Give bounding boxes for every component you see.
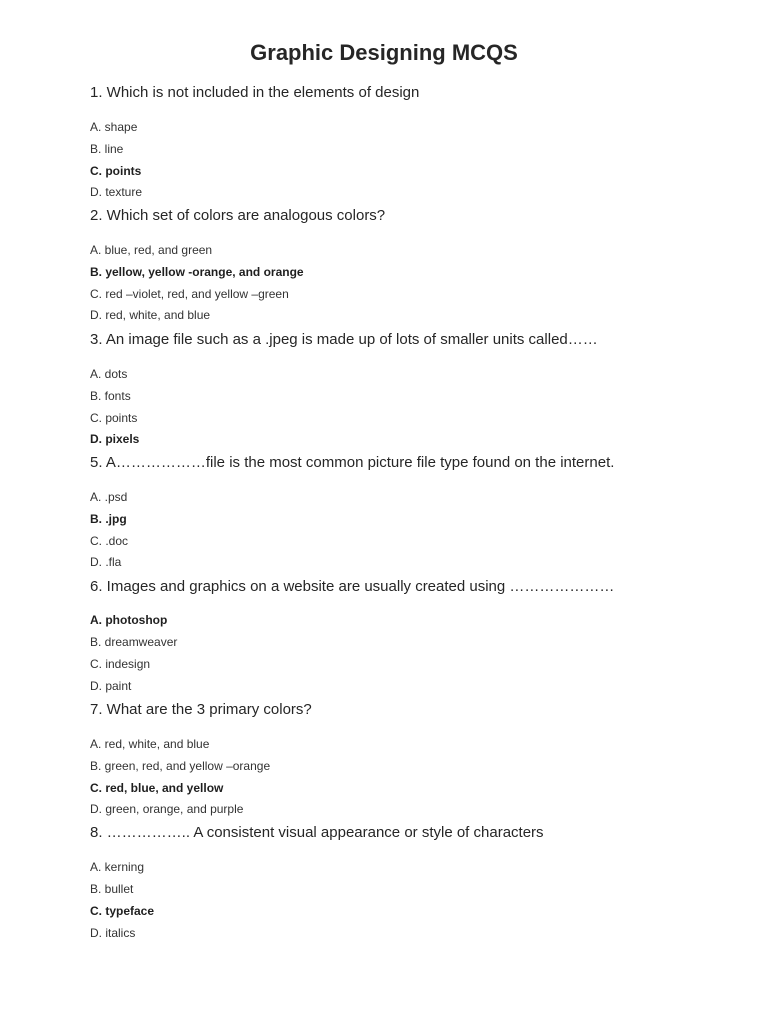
question-8-option-a: A. kerning bbox=[90, 860, 145, 874]
question-8-option-c-correct: C. typeface bbox=[90, 904, 155, 918]
question-2-option-b-correct: B. yellow, yellow -orange, and orange bbox=[90, 265, 304, 279]
question-3-option-c: C. points bbox=[90, 411, 138, 425]
question-8-text: 8. …………….. A consistent visual appearance or style of characters bbox=[90, 824, 544, 841]
question-6-option-a-correct: A. photoshop bbox=[90, 613, 168, 627]
question-3-option-b: B. fonts bbox=[90, 389, 131, 403]
question-6-option-c: C. indesign bbox=[90, 657, 151, 671]
question-5-option-d: D. .fla bbox=[90, 555, 122, 569]
question-3-option-a: A. dots bbox=[90, 367, 128, 381]
question-1-option-a: A. shape bbox=[90, 120, 138, 134]
question-5-text: 5. A………………file is the most common picture file type found on the internet. bbox=[90, 454, 615, 471]
question-7-option-c-correct: C. red, blue, and yellow bbox=[90, 781, 224, 795]
question-6-option-b: B. dreamweaver bbox=[90, 635, 178, 649]
question-1-option-d: D. texture bbox=[90, 185, 143, 199]
question-6-text: 6. Images and graphics on a website are usually created using ………………… bbox=[90, 578, 615, 595]
question-3-option-d-correct: D. pixels bbox=[90, 432, 140, 446]
question-7-option-b: B. green, red, and yellow –orange bbox=[90, 759, 271, 773]
question-1-text: 1. Which is not included in the elements of design bbox=[90, 84, 420, 101]
question-7-option-d: D. green, orange, and purple bbox=[90, 802, 244, 816]
question-3-text: 3. An image file such as a .jpeg is made up of lots of smaller units called…… bbox=[90, 331, 598, 348]
question-2-option-a: A. blue, red, and green bbox=[90, 243, 213, 257]
question-6-option-d: D. paint bbox=[90, 679, 132, 693]
question-2-text: 2. Which set of colors are analogous colors? bbox=[90, 207, 386, 224]
question-7-option-a: A. red, white, and blue bbox=[90, 737, 210, 751]
question-1-option-c-correct: C. points bbox=[90, 164, 142, 178]
question-5-option-c: C. .doc bbox=[90, 534, 129, 548]
page-title: Graphic Designing MCQS bbox=[250, 40, 518, 65]
question-8-option-b: B. bullet bbox=[90, 882, 134, 896]
question-5-option-a: A. .psd bbox=[90, 490, 128, 504]
question-7-text: 7. What are the 3 primary colors? bbox=[90, 701, 312, 718]
question-5-option-b-correct: B. .jpg bbox=[90, 512, 127, 526]
question-2-option-d: D. red, white, and blue bbox=[90, 308, 211, 322]
question-8-option-d: D. italics bbox=[90, 926, 136, 940]
question-1-option-b: B. line bbox=[90, 142, 124, 156]
question-2-option-c: C. red –violet, red, and yellow –green bbox=[90, 287, 289, 301]
